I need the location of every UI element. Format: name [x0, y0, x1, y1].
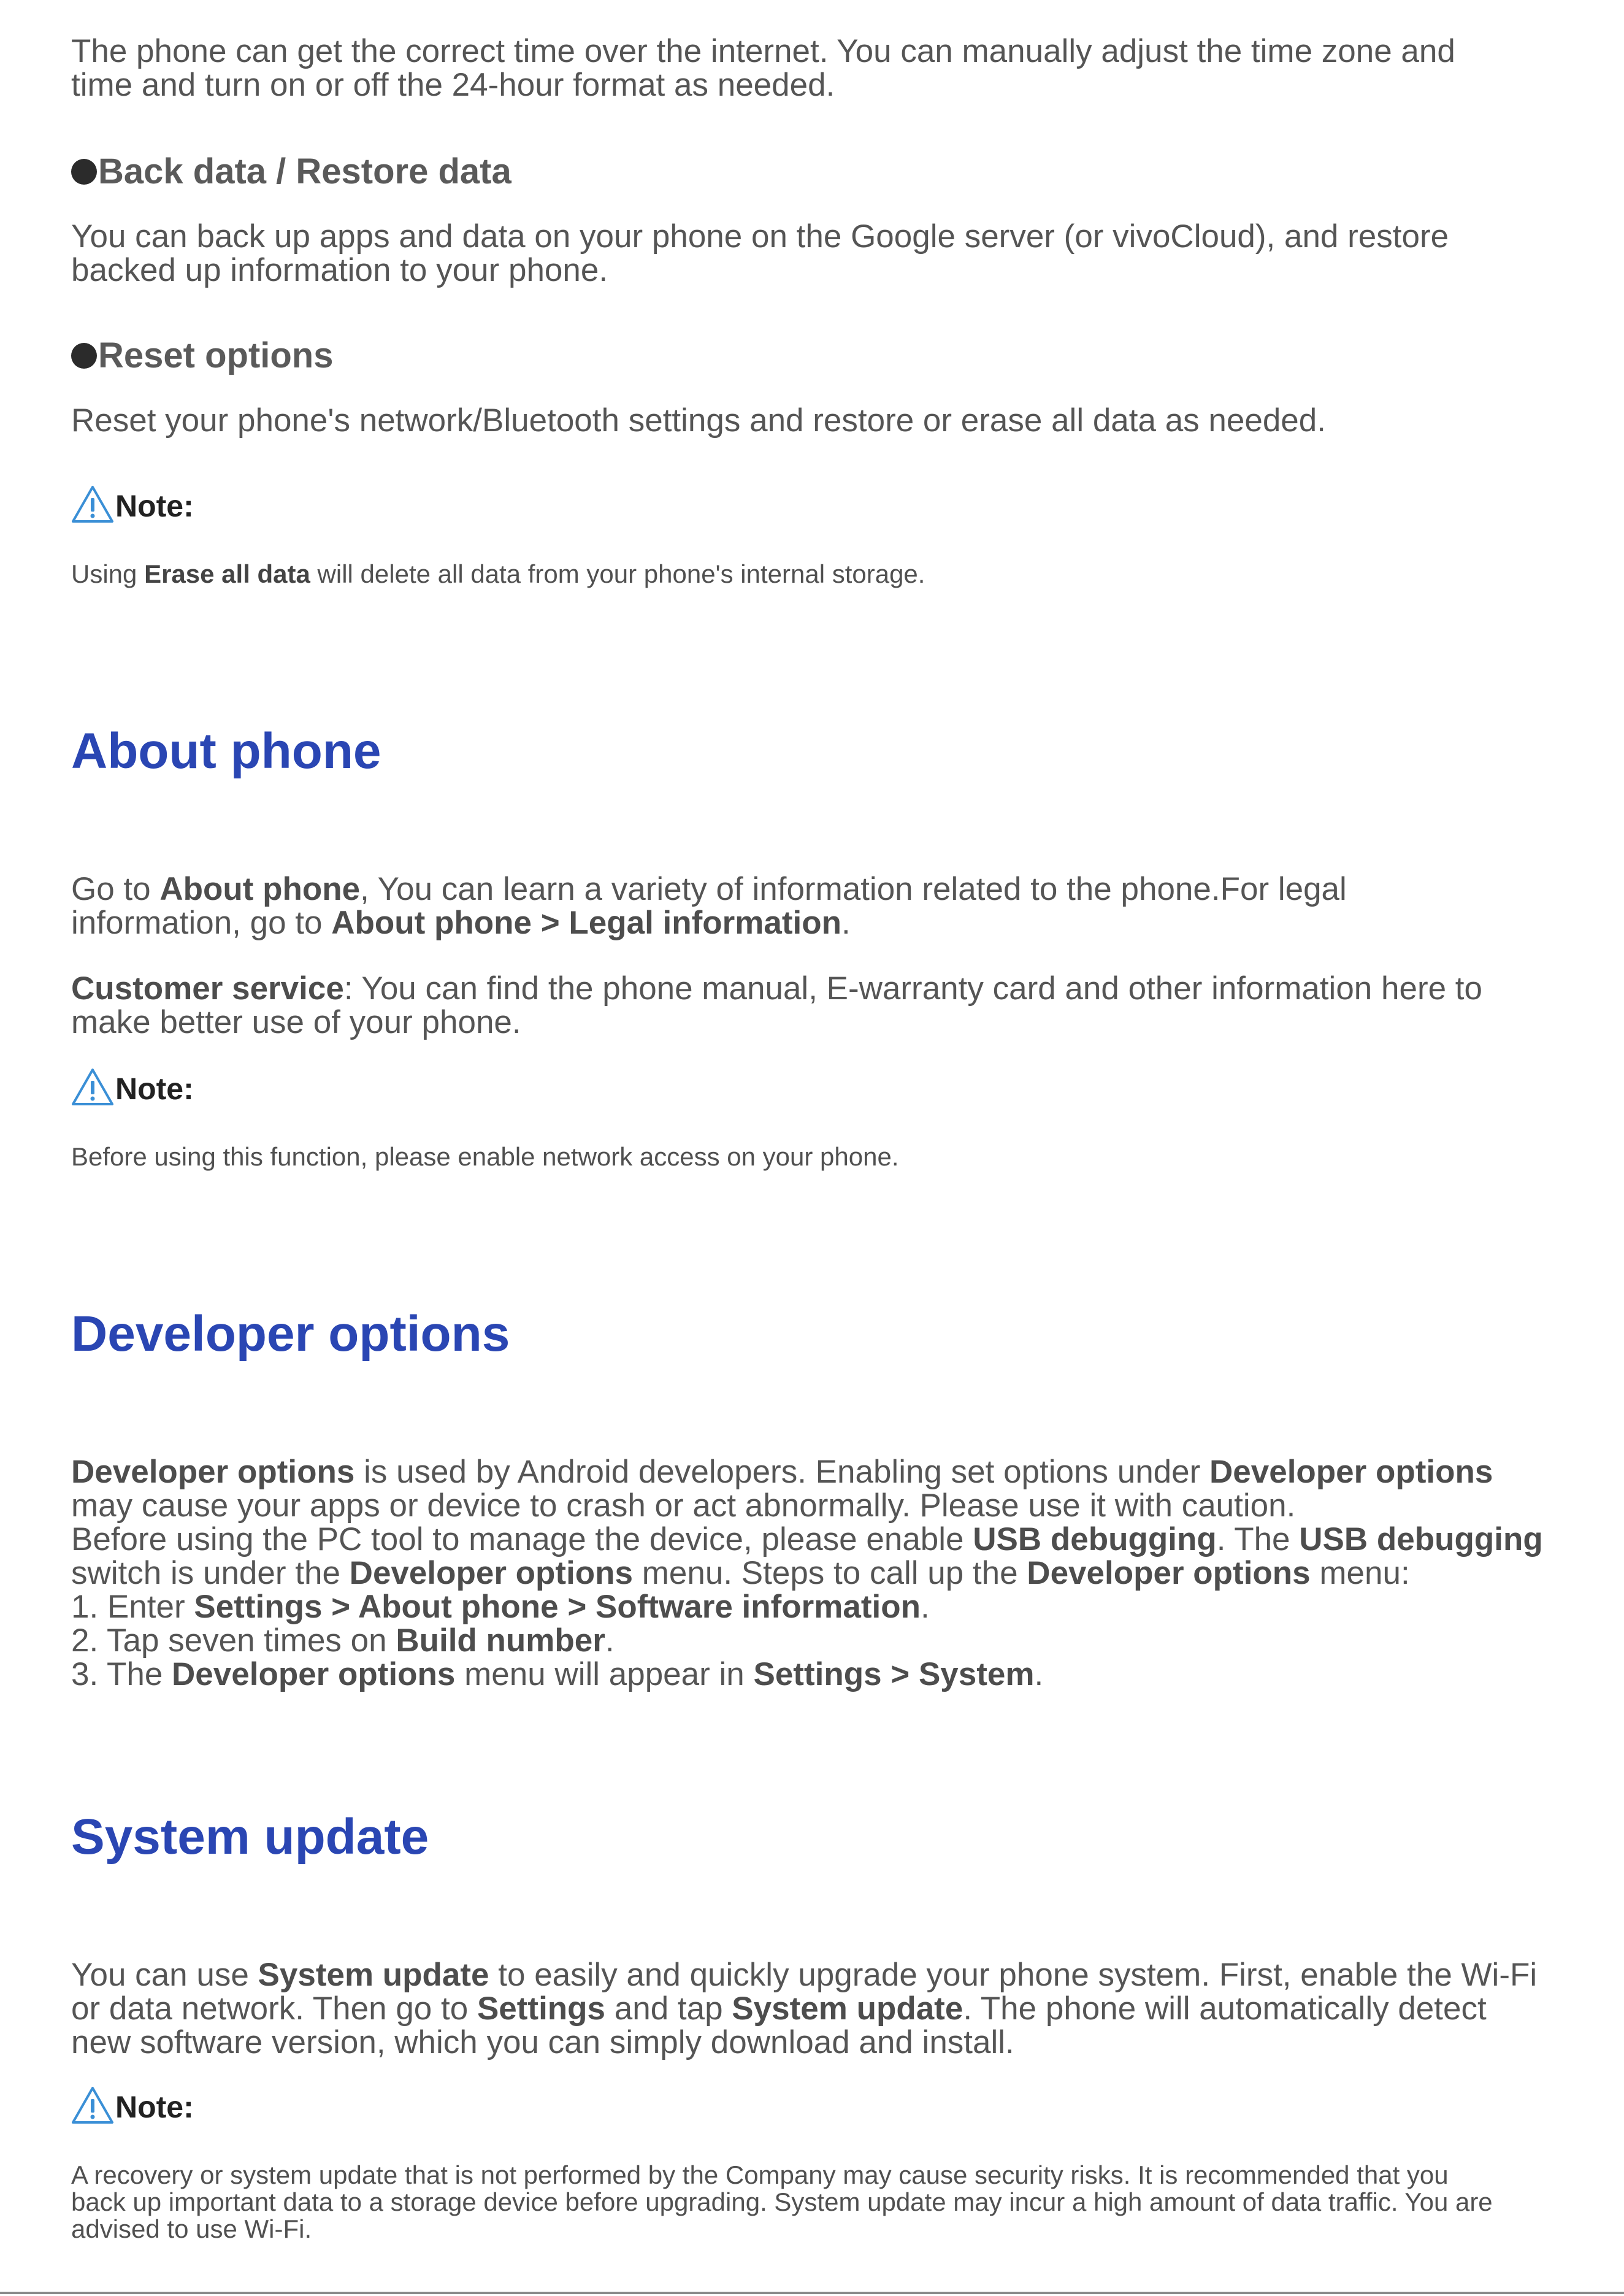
- backup-paragraph: [71, 220, 1555, 287]
- about-note-text: Before using this function, please enable network access on your phone.: [71, 1142, 899, 1171]
- note-label: Note:: [115, 2090, 194, 2124]
- warning-icon: [71, 2086, 114, 2125]
- dev-step: 3. The Developer options menu will appear in Settings > System.: [71, 1656, 1044, 1692]
- about-paragraph-2: [71, 972, 1555, 1039]
- about-line: Go to About phone, You can learn a variety of information related to the phone.For legal: [71, 871, 1347, 907]
- update-note-line: back up important data to a storage device before upgrading. System update may incur a high amount of data traffic. You are: [71, 2187, 1493, 2216]
- warning-icon: [71, 1067, 114, 1107]
- note-label: Note:: [115, 489, 194, 523]
- note-heading-block: [71, 2086, 1555, 2125]
- bullet-icon: [71, 343, 97, 369]
- update-section-title-block: [71, 1808, 1555, 1866]
- backup-heading-block: [71, 151, 1555, 192]
- intro-line: time and turn on or off the 24-hour format as needed.: [71, 67, 835, 103]
- update-line: You can use System update to easily and quickly upgrade your phone system. First, enable the Wi-Fi: [71, 1957, 1538, 1993]
- dev-line: Before using the PC tool to manage the device, please enable USB debugging. The USB debugging: [71, 1521, 1543, 1557]
- dev-section-title: Developer options: [71, 1306, 510, 1362]
- note-text-block: [71, 2162, 1555, 2243]
- note-heading: [71, 1067, 1555, 1107]
- about-paragraph-1: [71, 872, 1555, 940]
- about-section-title-block: [71, 723, 1555, 780]
- update-line: new software version, which you can simply download and install.: [71, 2024, 1014, 2060]
- reset-paragraph: [71, 404, 1555, 437]
- bullet-icon: [71, 159, 97, 185]
- dev-step: 1. Enter Settings > About phone > Software information.: [71, 1589, 930, 1625]
- about-line: Customer service: You can find the phone manual, E-warranty card and other information here to: [71, 970, 1483, 1007]
- reset-heading-block: [71, 335, 1555, 376]
- update-paragraph: [71, 1958, 1555, 2059]
- intro-line: The phone can get the correct time over the internet. You can manually adjust the time zone and: [71, 33, 1455, 69]
- intro-paragraph: [71, 34, 1555, 102]
- note-heading: [71, 2086, 1555, 2125]
- dev-paragraph: [71, 1455, 1555, 1691]
- page-bottom-rule: [0, 2292, 1624, 2294]
- update-note-line: advised to use Wi-Fi.: [71, 2214, 312, 2243]
- update-line: or data network. Then go to Settings and tap System update. The phone will automatically detect: [71, 1991, 1487, 2027]
- backup-line: You can back up apps and data on your phone on the Google server (or vivoCloud), and restore: [71, 218, 1449, 255]
- backup-heading: [71, 151, 1555, 192]
- reset-heading-text: Reset options: [98, 336, 334, 375]
- about-line: make better use of your phone.: [71, 1004, 521, 1040]
- backup-line: backed up information to your phone.: [71, 252, 608, 288]
- about-line: information, go to About phone > Legal information.: [71, 905, 851, 941]
- note-heading-block: [71, 1067, 1555, 1107]
- note-text-pre: Using: [71, 559, 145, 588]
- note-heading-block: [71, 485, 1555, 524]
- dev-line: may cause your apps or device to crash or act abnormally. Please use it with caution.: [71, 1488, 1296, 1524]
- about-section-title: About phone: [71, 723, 381, 779]
- note-text-bold: Erase all data: [144, 559, 310, 588]
- note-label: Note:: [115, 1072, 194, 1106]
- backup-heading-text: Back data / Restore data: [98, 152, 511, 191]
- note-heading: [71, 485, 1555, 524]
- reset-line: Reset your phone's network/Bluetooth settings and restore or erase all data as needed.: [71, 402, 1326, 439]
- warning-icon: [71, 485, 114, 524]
- reset-heading: [71, 335, 1555, 376]
- dev-line: switch is under the Developer options menu. Steps to call up the Developer options menu:: [71, 1555, 1410, 1591]
- update-note-line: A recovery or system update that is not performed by the Company may cause security risks. It is recommended that you: [71, 2160, 1449, 2189]
- dev-line: Developer options is used by Android developers. Enabling set options under Developer options: [71, 1454, 1493, 1490]
- note-text-block: [71, 1143, 1555, 1170]
- dev-section-title-block: [71, 1305, 1555, 1363]
- dev-step: 2. Tap seven times on Build number.: [71, 1622, 615, 1659]
- update-section-title: System update: [71, 1809, 429, 1865]
- note-text-block: [71, 561, 1555, 588]
- note-text-post: will delete all data from your phone's internal storage.: [310, 559, 925, 588]
